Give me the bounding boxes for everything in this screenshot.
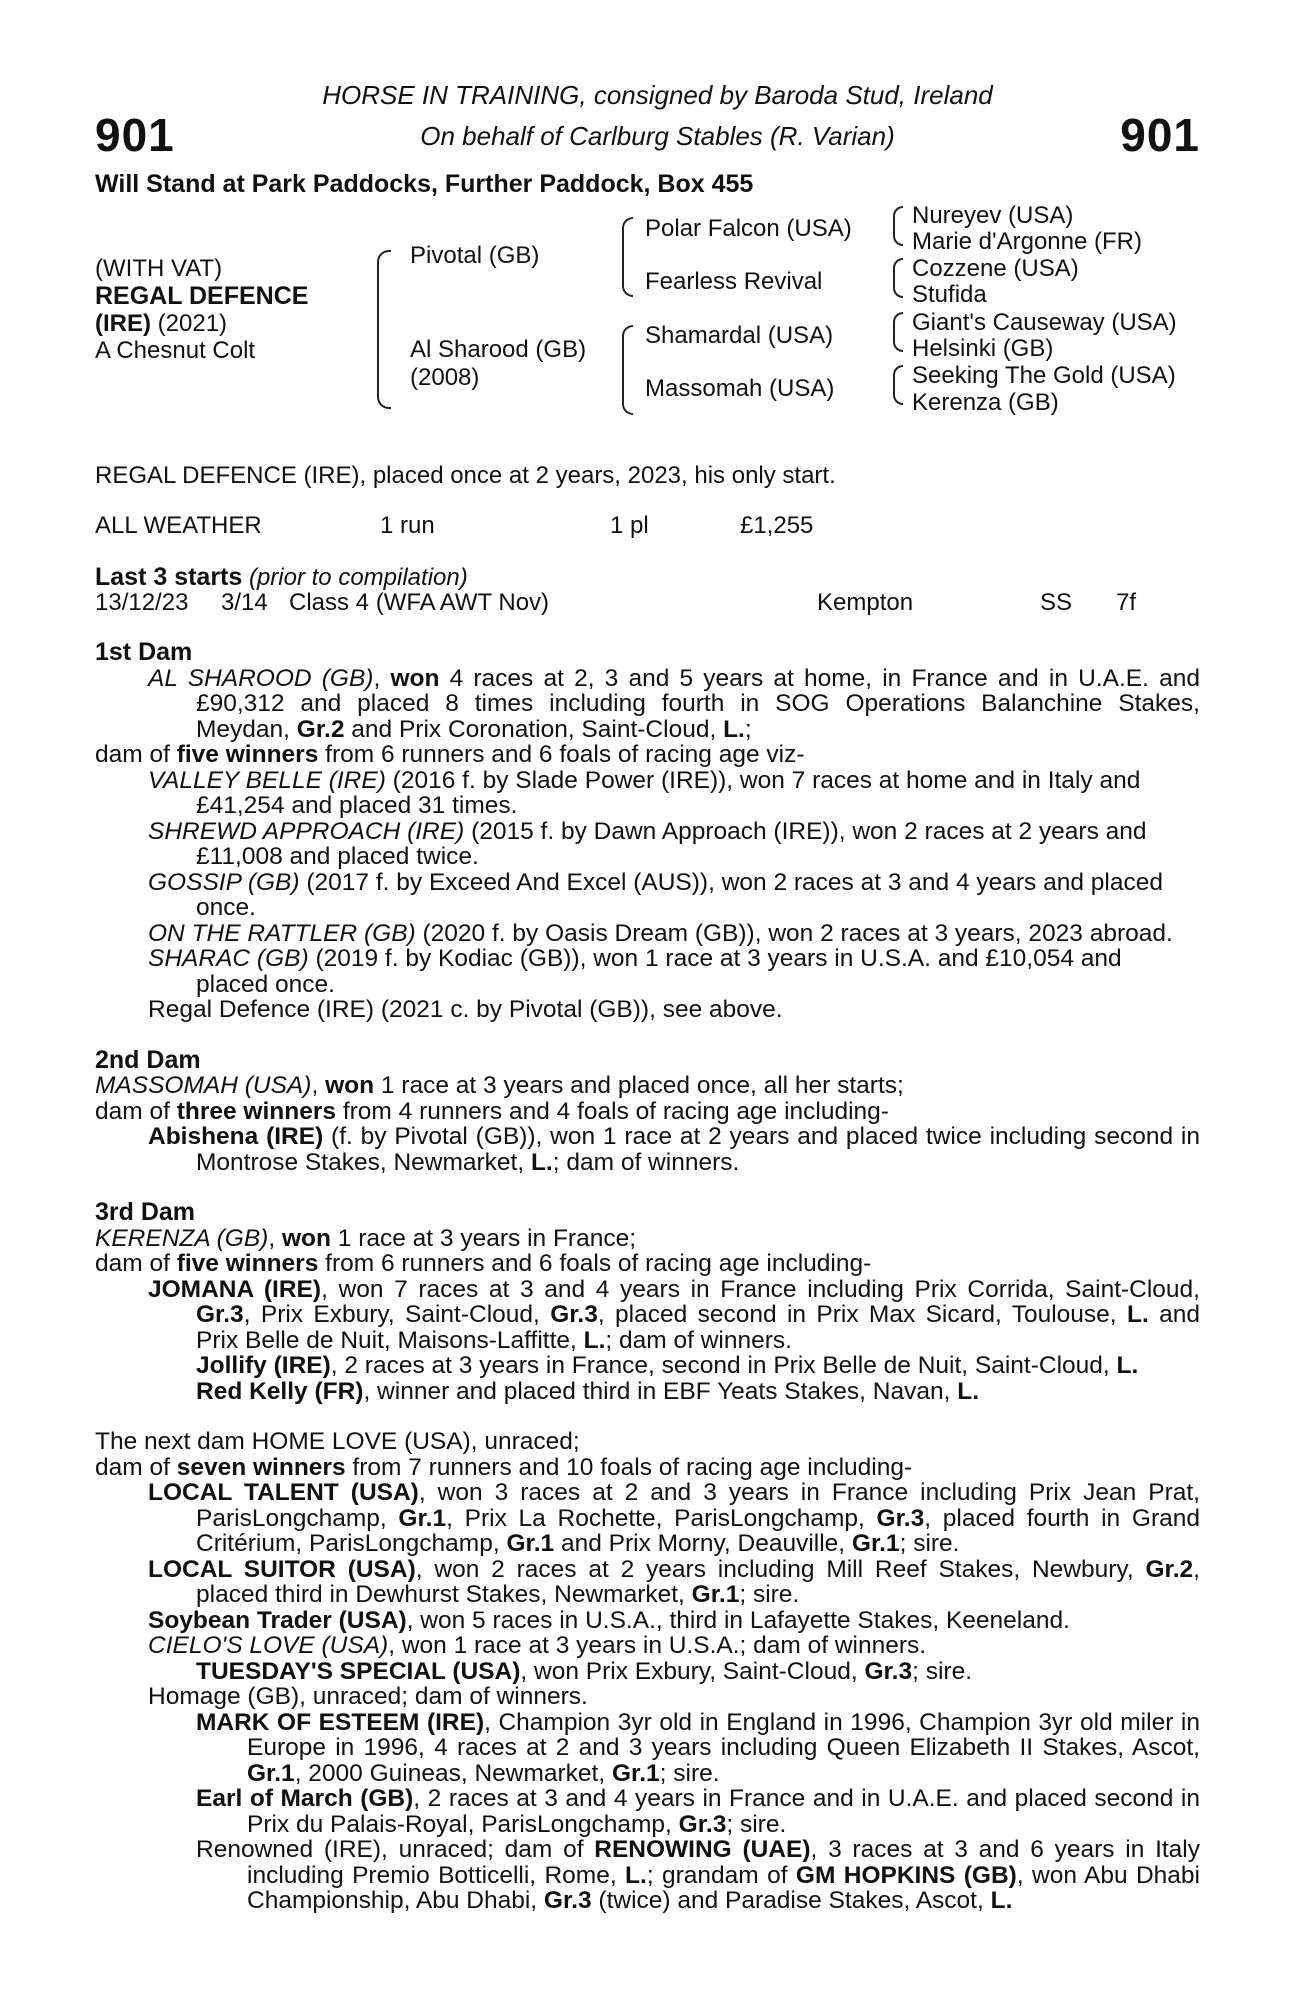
great-grandparent-1: Nureyev (USA) bbox=[912, 202, 1074, 229]
gg-brace-1 bbox=[893, 206, 903, 246]
third-dam-title: 3rd Dam bbox=[95, 1198, 196, 1226]
dam: Al Sharood (GB) bbox=[410, 336, 587, 363]
list-item: TUESDAY'S SPECIAL (USA), won Prix Exbury, Saint-Cloud, Gr.3; sire. bbox=[196, 1657, 973, 1685]
list-item: ON THE RATTLER (GB) (2020 f. by Oasis Dream (GB)), won 2 races at 3 years, 2023 abroad. bbox=[148, 919, 1173, 947]
first-dam-produce: dam of five winners from 6 runners and 6 foals of racing age viz- bbox=[95, 741, 805, 768]
record-surface: ALL WEATHER bbox=[95, 512, 262, 539]
list-item: Homage (GB), unraced; dam of winners. bbox=[148, 1683, 588, 1710]
list-item: Renowned (IRE), unraced; dam of RENOWING (UAE), 3 races at 3 and 6 years in Italy including Premio Botticelli, Rome, L.; grandam of GM HOPKINS (GB), won Abu Dhabi Championship, Abu Dhabi, Gr.3 (twice) and Paradise Stakes, Ascot, L. bbox=[196, 1836, 1201, 1914]
gg-brace-4 bbox=[893, 365, 903, 405]
start-distance: 7f bbox=[1116, 589, 1137, 616]
list-item: MARK OF ESTEEM (IRE), Champion 3yr old in England in 1996, Champion 3yr old miler in Europe in 1996, 4 races at 2 and 3 years including Queen Elizabeth II Stakes, Ascot, Gr.1, 2000 Guineas, Newmarket, Gr.1; sire. bbox=[196, 1708, 1200, 1787]
list-item: Jollify (IRE), 2 races at 3 years in France, second in Prix Belle de Nuit, Saint-Cloud, L. bbox=[196, 1352, 1139, 1379]
great-grandparent-5: Giant's Causeway (USA) bbox=[912, 309, 1177, 336]
list-item: Abishena (IRE) (f. by Pivotal (GB)), won 1 race at 2 years and placed twice including second in Montrose Stakes, Newmarket, L.; dam of winners. bbox=[148, 1123, 1200, 1176]
first-dam-entry: AL SHAROOD (GB), won 4 races at 2, 3 and 5 years at home, in France and in U.A.E. and £90,312 and placed 8 times including fourth in SOG Operations Balanchine Stakes, Meydan, Gr.2 and Prix Coronation, Saint-Cloud, L.; bbox=[148, 664, 1200, 743]
stabling-line: Will Stand at Park Paddocks, Further Paddock, Box 455 bbox=[95, 170, 754, 198]
list-item: JOMANA (IRE), won 7 races at 3 and 4 years in France including Prix Corrida, Saint-Cloud, Gr.3, Prix Exbury, Saint-Cloud, Gr.3, placed second in Prix Max Sicard, Toulouse, L. and Prix Belle de Nuit, Maisons-Laffitte, L.; dam of winners. bbox=[148, 1275, 1201, 1354]
list-item: LOCAL TALENT (USA), won 3 races at 2 and 3 years in France including Prix Jean Prat, ParisLongchamp, Gr.1, Prix La Rochette, ParisLongchamp, Gr.3, placed fourth in Grand Critérium, ParisLongchamp, Gr.1 and Prix Morny, Deauville, Gr.1; sire. bbox=[148, 1479, 1200, 1557]
race-summary: REGAL DEFENCE (IRE), placed once at 2 years, 2023, his only start. bbox=[95, 462, 836, 489]
first-dam-title: 1st Dam bbox=[95, 638, 193, 666]
consignment-line: HORSE IN TRAINING, consigned by Baroda Stud, Ireland bbox=[322, 80, 993, 110]
list-item: VALLEY BELLE (IRE) (2016 f. by Slade Power (IRE)), won 7 races at home and in Italy and £41,254 and placed 31 times. bbox=[148, 766, 1141, 819]
lot-number-right: 901 bbox=[1120, 109, 1200, 161]
record-placings: 1 pl bbox=[610, 512, 649, 539]
gg-brace-2 bbox=[893, 258, 903, 298]
second-dam-entry: MASSOMAH (USA), won 1 race at 3 years and placed once, all her starts; bbox=[95, 1072, 904, 1099]
start-date: 13/12/23 bbox=[95, 589, 189, 616]
third-dam-produce: dam of five winners from 6 runners and 6 foals of racing age including- bbox=[95, 1250, 872, 1277]
start-race: Class 4 (WFA AWT Nov) bbox=[289, 589, 550, 616]
sire-brace bbox=[622, 217, 633, 297]
great-grandparent-2: Marie d'Argonne (FR) bbox=[912, 228, 1142, 255]
list-item: CIELO'S LOVE (USA), won 1 race at 3 years in U.S.A.; dam of winners. bbox=[148, 1632, 927, 1659]
start-going: SS bbox=[1040, 589, 1073, 616]
second-dam-title: 2nd Dam bbox=[95, 1045, 201, 1074]
great-grandparent-3: Cozzene (USA) bbox=[912, 255, 1079, 282]
last-starts-title: Last 3 starts (prior to compilation) bbox=[95, 563, 468, 591]
record-runs: 1 run bbox=[380, 512, 435, 539]
list-item: GOSSIP (GB) (2017 f. by Exceed And Excel (AUS)), won 2 races at 3 and 4 years and placed once. bbox=[148, 868, 1163, 921]
catalogue-body bbox=[95, 640, 1200, 1914]
list-item: SHREWD APPROACH (IRE) (2015 f. by Dawn Approach (IRE)), won 2 races at 2 years and £11,008 and placed twice. bbox=[148, 817, 1147, 870]
vat-label: (WITH VAT) bbox=[95, 255, 223, 282]
record-earnings: £1,255 bbox=[740, 512, 814, 539]
great-grandparent-4: Stufida bbox=[912, 281, 987, 308]
start-position: 3/14 bbox=[221, 589, 268, 616]
sire: Pivotal (GB) bbox=[410, 242, 540, 269]
dam-dam: Massomah (USA) bbox=[645, 375, 835, 402]
horse-name: REGAL DEFENCE bbox=[95, 282, 309, 310]
next-dam-intro: The next dam HOME LOVE (USA), unraced; bbox=[95, 1428, 580, 1455]
dam-sire: Shamardal (USA) bbox=[645, 322, 834, 349]
list-item: SHARAC (GB) (2019 f. by Kodiac (GB)), won 1 race at 3 years in U.S.A. and £10,054 and placed once. bbox=[148, 945, 1122, 998]
lot-number-left: 901 bbox=[95, 109, 175, 161]
on-behalf-line: On behalf of Carlburg Stables (R. Varian) bbox=[420, 121, 895, 151]
horse-country-year: (IRE) (2021) bbox=[95, 310, 228, 337]
dam-brace bbox=[622, 325, 633, 415]
list-item: Earl of March (GB), 2 races at 3 and 4 years in France and in U.A.E. and placed second in Prix du Palais-Royal, ParisLongchamp, Gr.3; sire. bbox=[196, 1785, 1200, 1838]
sire-dam: Fearless Revival bbox=[645, 268, 823, 295]
great-grandparent-6: Helsinki (GB) bbox=[912, 335, 1054, 362]
horse-description: A Chesnut Colt bbox=[95, 337, 256, 364]
dam-year: (2008) bbox=[410, 364, 480, 391]
list-item: LOCAL SUITOR (USA), won 2 races at 2 years including Mill Reef Stakes, Newbury, Gr.2, placed third in Dewhurst Stakes, Newmarket, Gr.1; sire. bbox=[148, 1555, 1200, 1608]
list-item: Red Kelly (FR), winner and placed third in EBF Yeats Stakes, Navan, L. bbox=[196, 1377, 980, 1405]
second-dam-produce: dam of three winners from 4 runners and 4 foals of racing age including- bbox=[95, 1097, 889, 1125]
great-grandparent-7: Seeking The Gold (USA) bbox=[912, 362, 1176, 389]
start-course: Kempton bbox=[817, 589, 914, 616]
gg-brace-3 bbox=[893, 312, 903, 352]
great-grandparent-8: Kerenza (GB) bbox=[912, 389, 1059, 416]
list-item: Soybean Trader (USA), won 5 races in U.S.A., third in Lafayette Stakes, Keeneland. bbox=[148, 1606, 1070, 1634]
pedigree-brace-main bbox=[377, 250, 391, 409]
third-dam-entry: KERENZA (GB), won 1 race at 3 years in France; bbox=[95, 1224, 636, 1252]
sire-sire: Polar Falcon (USA) bbox=[645, 215, 852, 242]
list-item: Regal Defence (IRE) (2021 c. by Pivotal (GB)), see above. bbox=[148, 996, 783, 1023]
next-dam-produce: dam of seven winners from 7 runners and 10 foals of racing age including- bbox=[95, 1453, 913, 1481]
